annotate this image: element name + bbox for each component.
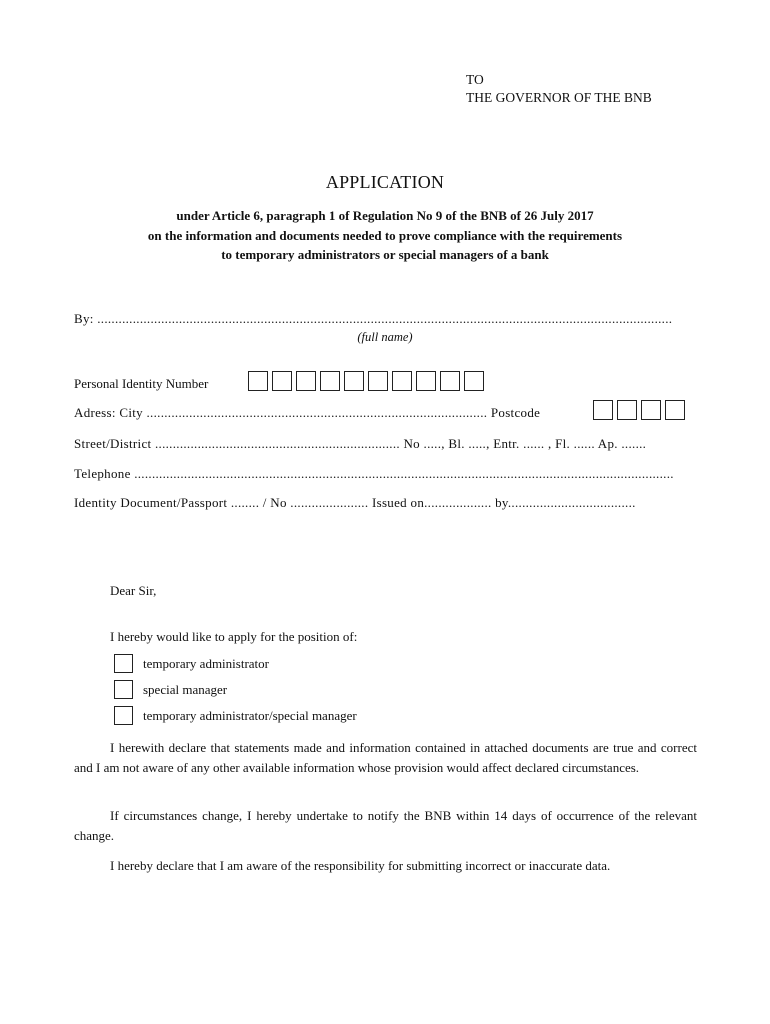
subtitle-line-1: under Article 6, paragraph 1 of Regulation No 9 of the BNB of 26 July 2017 — [176, 208, 594, 223]
digit-box[interactable] — [641, 400, 661, 420]
by-field[interactable]: By: .................................................................................................................................................................. — [74, 311, 673, 326]
digit-box[interactable] — [416, 371, 436, 391]
digit-box[interactable] — [272, 371, 292, 391]
document-subtitle — [0, 206, 770, 265]
street-field[interactable]: Street/District ..................................................................... No ....., Bl. ....., Entr. ...... , Fl. ...... Ap. ....... — [74, 436, 647, 451]
salutation: Dear Sir, — [110, 583, 157, 598]
digit-box[interactable] — [344, 371, 364, 391]
subtitle-line-3: to temporary administrators or special managers of a bank — [221, 247, 549, 262]
addressee-to: TO — [466, 72, 484, 87]
id-document-field[interactable]: Identity Document/Passport ........ / No ...................... Issued on................... by.................................... — [74, 495, 636, 510]
digit-box[interactable] — [320, 371, 340, 391]
pin-label: Personal Identity Number — [74, 376, 209, 391]
digit-box[interactable] — [593, 400, 613, 420]
digit-box[interactable] — [665, 400, 685, 420]
option-label: temporary administrator/special manager — [143, 707, 357, 723]
digit-box[interactable] — [440, 371, 460, 391]
digit-box[interactable] — [368, 371, 388, 391]
checkbox[interactable] — [114, 680, 133, 699]
digit-box[interactable] — [464, 371, 484, 391]
digit-box[interactable] — [617, 400, 637, 420]
addressee-governor: THE GOVERNOR OF THE BNB — [466, 90, 652, 105]
postcode-input-boxes[interactable] — [593, 400, 689, 420]
option-label: temporary administrator — [143, 655, 269, 671]
checkbox[interactable] — [114, 654, 133, 673]
telephone-field[interactable]: Telephone ........................................................................................................................................................ — [74, 466, 674, 481]
option-label: special manager — [143, 681, 228, 697]
digit-box[interactable] — [392, 371, 412, 391]
addressee-block — [466, 71, 652, 107]
option-special-manager[interactable] — [114, 680, 227, 699]
option-temporary-administrator-special-manager[interactable] — [114, 706, 357, 725]
digit-box[interactable] — [248, 371, 268, 391]
declaration-paragraph-2: If circumstances change, I hereby undertake to notify the BNB within 14 days of occurrence of the relevant change. — [74, 808, 697, 843]
document-title: APPLICATION — [325, 172, 445, 192]
declaration-paragraph-3: I hereby declare that I am aware of the responsibility for submitting incorrect or inaccurate data. — [110, 858, 611, 873]
checkbox[interactable] — [114, 706, 133, 725]
declaration-paragraph-1: I herewith declare that statements made and information contained in attached documents are true and correct and I am not aware of any other available information whose provision would affect declared circumstances. — [74, 740, 697, 775]
full-name-hint: (full name) — [357, 330, 413, 344]
digit-box[interactable] — [296, 371, 316, 391]
subtitle-line-2: on the information and documents needed to prove compliance with the requirements — [147, 227, 623, 243]
option-temporary-administrator[interactable] — [114, 654, 269, 673]
pin-input-boxes[interactable] — [248, 371, 488, 391]
address-field[interactable]: Adress: City ................................................................................................ Postcode — [74, 405, 541, 420]
apply-intro: I hereby would like to apply for the position of: — [110, 629, 358, 644]
